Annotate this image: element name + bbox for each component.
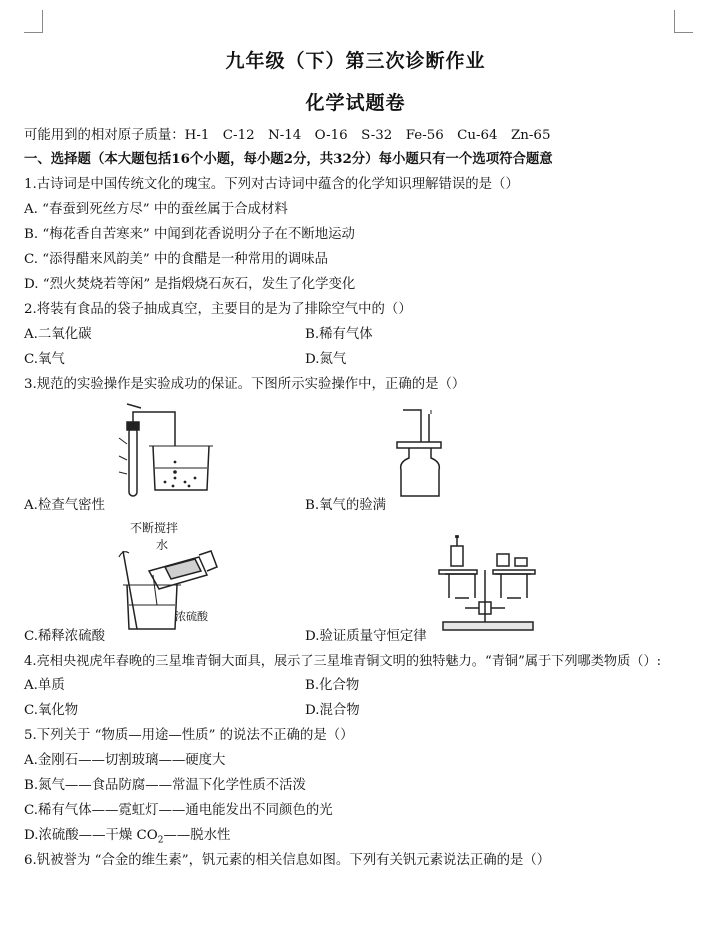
fig-c-label-stir: 不断搅拌 [130,521,179,535]
q2-option-d: D.氮气 [305,352,347,367]
q1-option-a: A. “春蚕到死丝方尽” 中的蚕丝属于合成材料 [24,202,288,217]
page-title: 九年级（下）第三次诊断作业 [225,50,486,72]
figure-airtightness-check [115,398,225,503]
fig-c-label-water: 水 [156,538,169,552]
q4-option-b: B.化合物 [305,678,360,693]
q1-option-d: D. “烈火焚烧若等闲” 是指煅烧石灰石，发生了化学变化 [24,277,356,292]
figure-dilute-acid [115,545,225,635]
q3-option-c: C.稀释浓硫酸 [24,629,105,644]
page-subtitle: 化学试题卷 [305,92,406,114]
q6-stem: 6.钒被誉为 “合金的维生素”，钒元素的相关信息如图。下列有关钒元素说法正确的是（） [24,853,551,868]
q2-stem: 2.将装有食品的袋子抽成真空，主要目的是为了排除空气中的（） [24,302,412,317]
q4-option-d: D.混合物 [305,703,360,718]
q4-option-a: A.单质 [24,678,65,693]
q2-option-b: B.稀有气体 [305,327,373,342]
corner-mark-top-right [674,10,693,33]
q3-option-a: A.检查气密性 [24,498,105,513]
q5-option-d [24,824,230,846]
q1-stem: 1.古诗词是中国传统文化的瑰宝。下列对古诗词中蕴含的化学知识理解错误的是（） [24,177,519,192]
section-heading: 一、选择题（本大题包括16个小题，每小题2分，共32分）每小题只有一个选项符合题意 [24,151,553,167]
corner-mark-top-left [24,10,43,33]
q5-stem: 5.下列关于 “物质—用途—性质” 的说法不正确的是（） [24,728,354,743]
q5-option-c: C.稀有气体——霓虹灯——通电能发出不同颜色的光 [24,803,333,818]
figure-oxygen-full-test [395,408,455,500]
q5-option-d-sub: 2 [157,835,164,846]
q5-option-b: B.氮气——食品防腐——常温下化学性质不活泼 [24,778,306,793]
q1-option-b: B. “梅花香自苦寒来” 中闻到花香说明分子在不断地运动 [24,227,355,242]
q3-option-b: B.氧气的验满 [305,498,387,513]
q5-option-d-post: ——脱水性 [163,828,231,843]
q1-option-c: C. “添得醋来风韵美” 中的食醋是一种常用的调味品 [24,252,329,267]
q5-option-d-pre: D.浓硫酸——干燥 CO [24,828,158,843]
q5-option-a: A.金刚石——切割玻璃——硬度大 [24,753,226,768]
q4-option-c: C.氧化物 [24,703,79,718]
q3-stem: 3.规范的实验操作是实验成功的保证。下图所示实验操作中，正确的是（） [24,377,466,392]
q2-option-a: A.二氧化碳 [24,327,92,342]
fig-c-label-acid: 浓硫酸 [175,610,208,623]
q3-option-d: D.验证质量守恒定律 [305,629,427,644]
q4-stem: 4.亮相央视虎年春晚的三星堆青铜大面具，展示了三星堆青铜文明的独特魅力。“青铜”属于下列哪类物质（）: [24,654,662,669]
figure-balance [435,532,540,634]
atomic-masses: 可能用到的相对原子质量：H-1 C-12 N-14 O-16 S-32 Fe-56 Cu-64 Zn-65 [24,128,551,143]
q2-option-c: C.氧气 [24,352,65,367]
